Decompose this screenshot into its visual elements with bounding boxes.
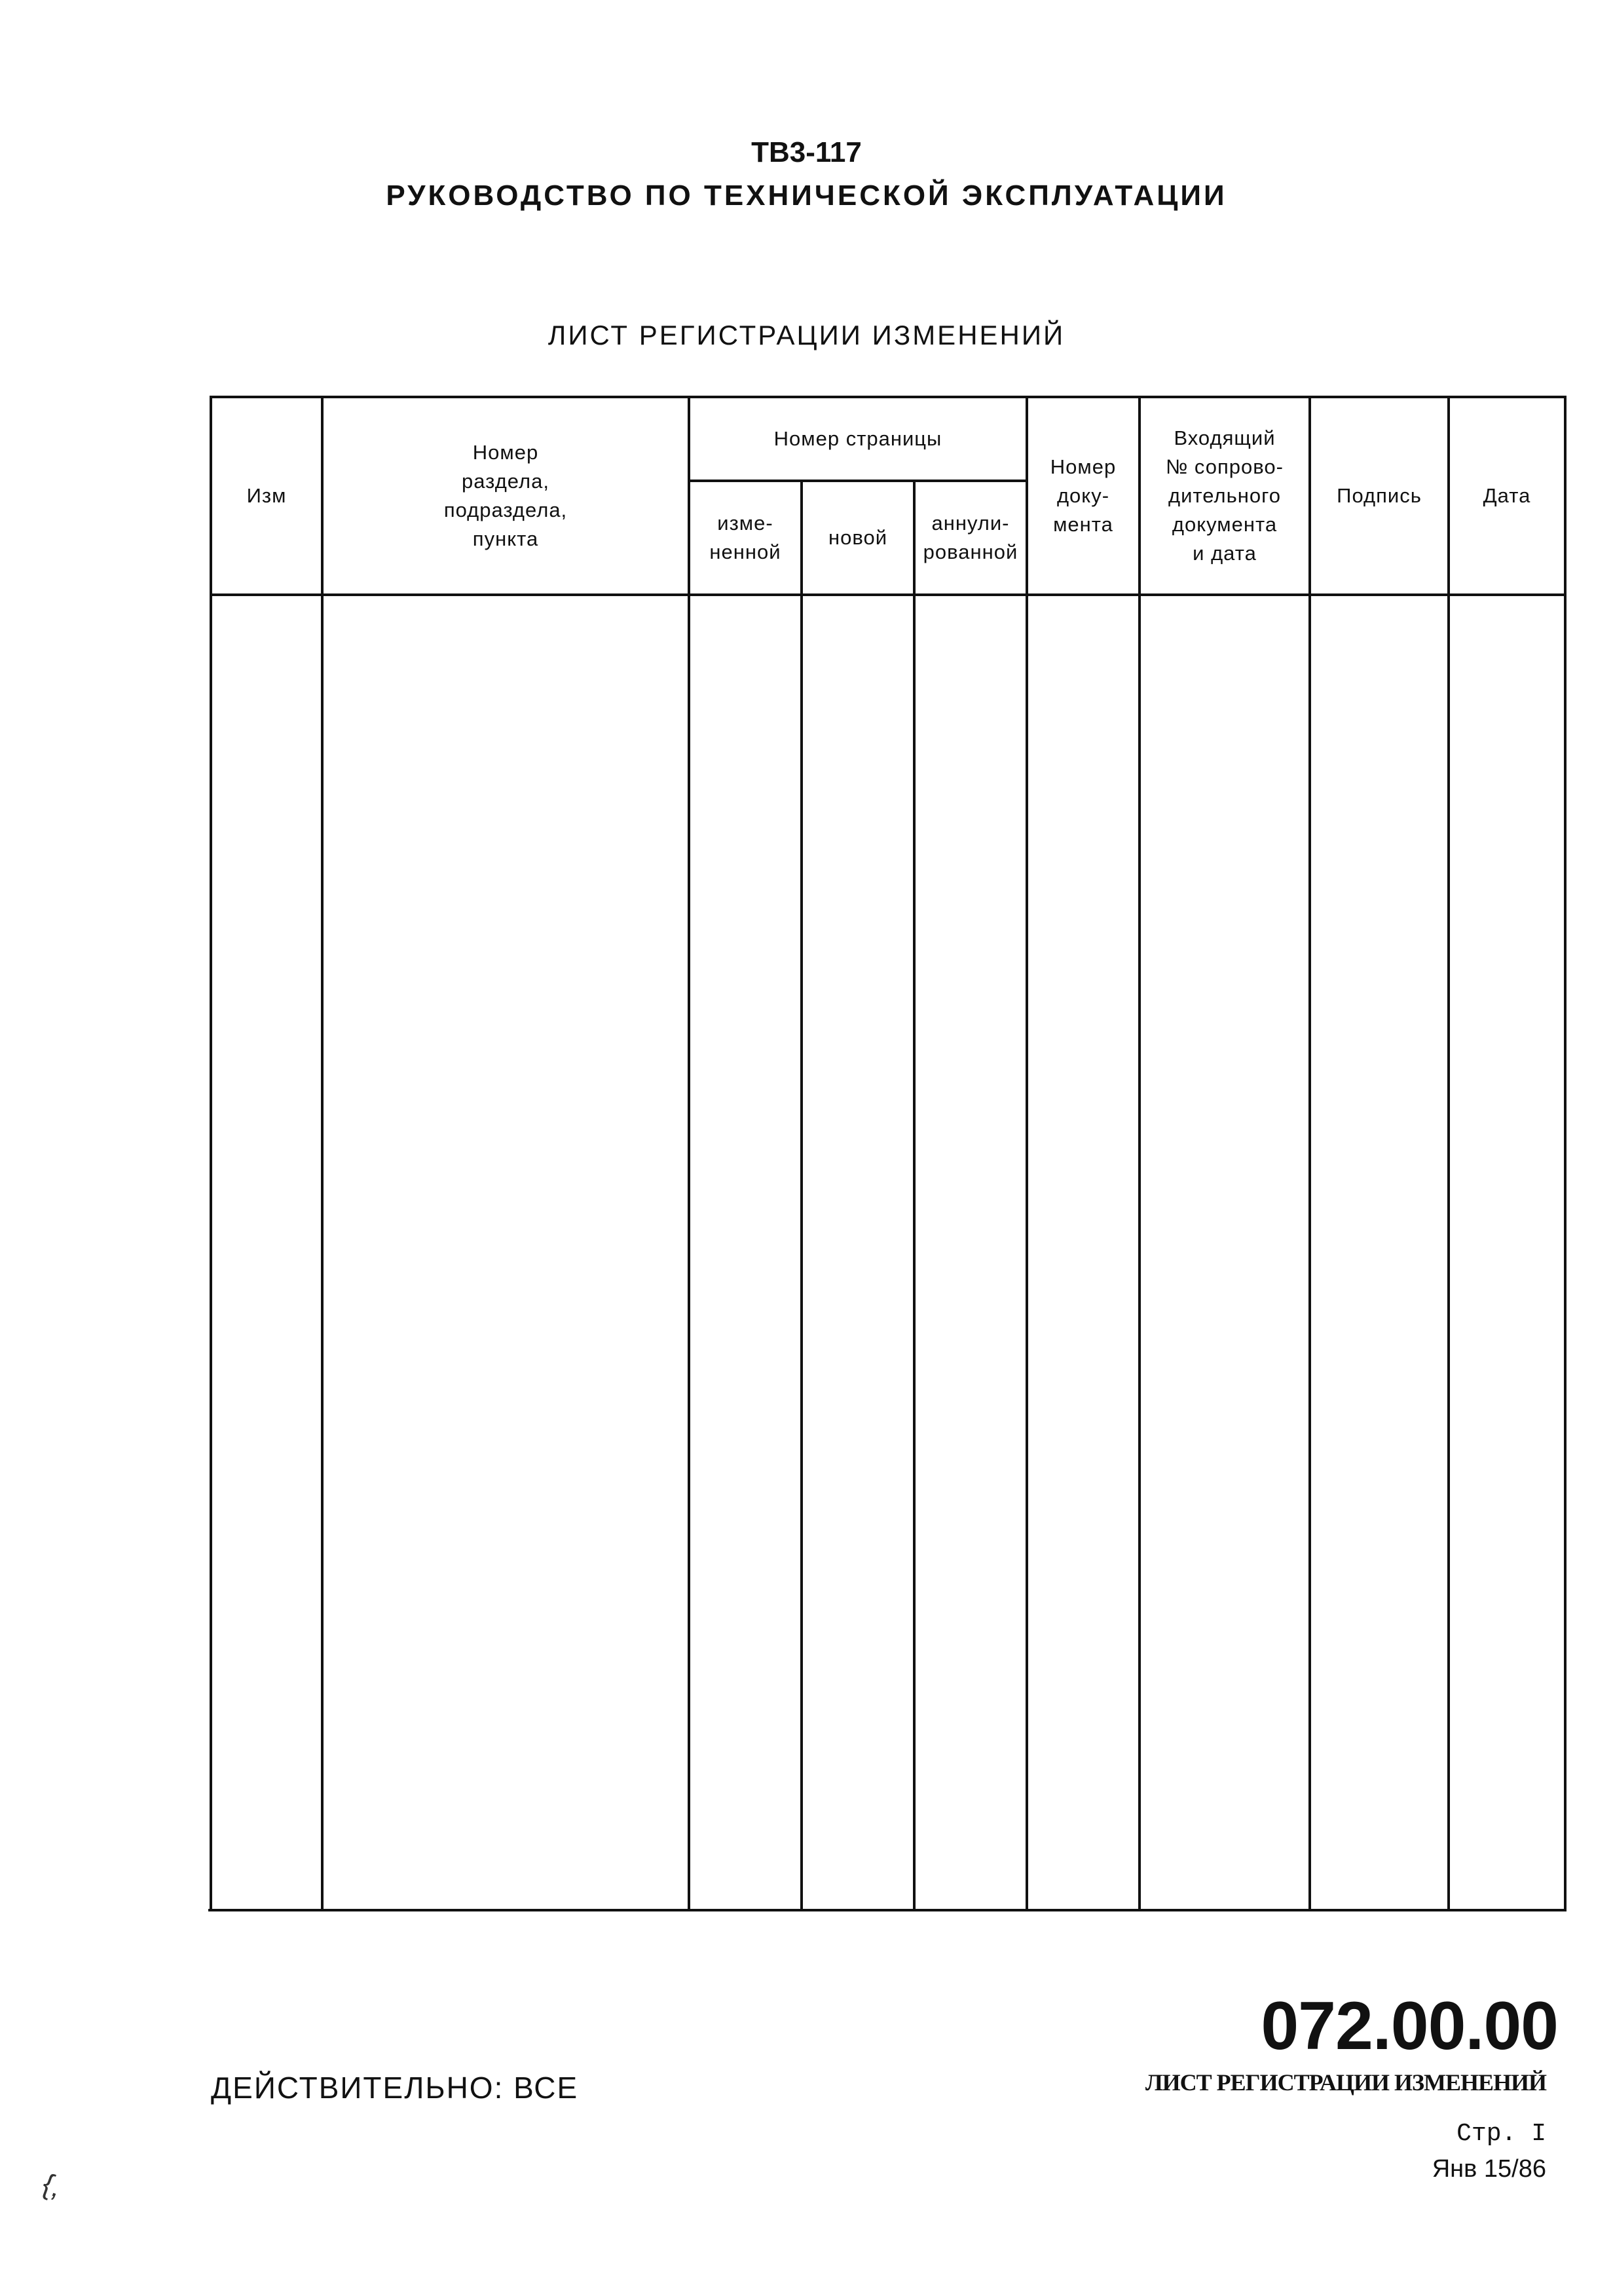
- header-label: подраздела,: [443, 499, 568, 521]
- header-label: Номер: [1050, 455, 1117, 478]
- header-change-number: [212, 398, 321, 593]
- table-bottom-border: [208, 1909, 1567, 1911]
- header-label: Дата: [1483, 484, 1531, 507]
- header-label: пункта: [472, 527, 539, 550]
- revision-date: Янв 15/86: [1432, 2155, 1546, 2183]
- header-label: Номер: [472, 441, 539, 464]
- column-divider: [800, 480, 803, 1911]
- header-label: Изм: [246, 484, 287, 507]
- header-label: мента: [1053, 513, 1113, 536]
- header-cancelled-page: [916, 482, 1026, 593]
- header-label: рованной: [923, 540, 1018, 563]
- header-new-page: [803, 482, 913, 593]
- header-label: Номер страницы: [773, 427, 942, 450]
- document-title: РУКОВОДСТВО ПО ТЕХНИЧЕСКОЙ ЭКСПЛУАТАЦИИ: [386, 179, 1227, 212]
- header-signature: [1311, 398, 1447, 593]
- header-label: аннули-: [931, 512, 1010, 535]
- column-divider: [1138, 396, 1141, 1911]
- column-divider: [1308, 396, 1311, 1911]
- header-label: и дата: [1193, 542, 1257, 565]
- document-code: ТВ3-117: [751, 136, 862, 168]
- page-number: Стр. I: [1456, 2120, 1546, 2148]
- header-label: новой: [828, 526, 888, 549]
- header-label: № сопрово-: [1166, 455, 1284, 478]
- column-divider: [1026, 396, 1028, 1911]
- header-label: документа: [1172, 513, 1278, 536]
- sheet-title: ЛИСТ РЕГИСТРАЦИИ ИЗМЕНЕНИЙ: [547, 320, 1066, 350]
- header-label: ненной: [709, 540, 781, 563]
- header-section-number: [324, 398, 688, 593]
- table-right-border: [1564, 396, 1567, 1911]
- column-divider: [1447, 396, 1450, 1911]
- column-divider: [913, 480, 916, 1911]
- header-label: доку-: [1056, 484, 1110, 507]
- column-divider: [688, 396, 690, 1911]
- header-changed-page: [690, 482, 800, 593]
- header-incoming-document: [1141, 398, 1308, 593]
- header-date: [1450, 398, 1564, 593]
- header-document-number: [1028, 398, 1138, 593]
- page-code: 072.00.00: [1261, 1988, 1558, 2064]
- handwritten-mark: {,: [38, 2167, 66, 2204]
- header-label: дительного: [1168, 484, 1281, 507]
- validity-note: ДЕЙСТВИТЕЛЬНО: ВСЕ: [211, 2071, 579, 2105]
- header-label: изме-: [717, 512, 773, 535]
- column-divider: [321, 396, 324, 1911]
- header-label: Подпись: [1337, 484, 1422, 507]
- table-left-border: [210, 396, 212, 1911]
- header-bottom-border: [211, 593, 1567, 596]
- header-label: раздела,: [462, 470, 549, 493]
- header-label: Входящий: [1174, 426, 1276, 449]
- header-page-number-group: [690, 398, 1026, 480]
- footer-title: ЛИСТ РЕГИСТРАЦИИ ИЗМЕНЕНИЙ: [1145, 2069, 1546, 2096]
